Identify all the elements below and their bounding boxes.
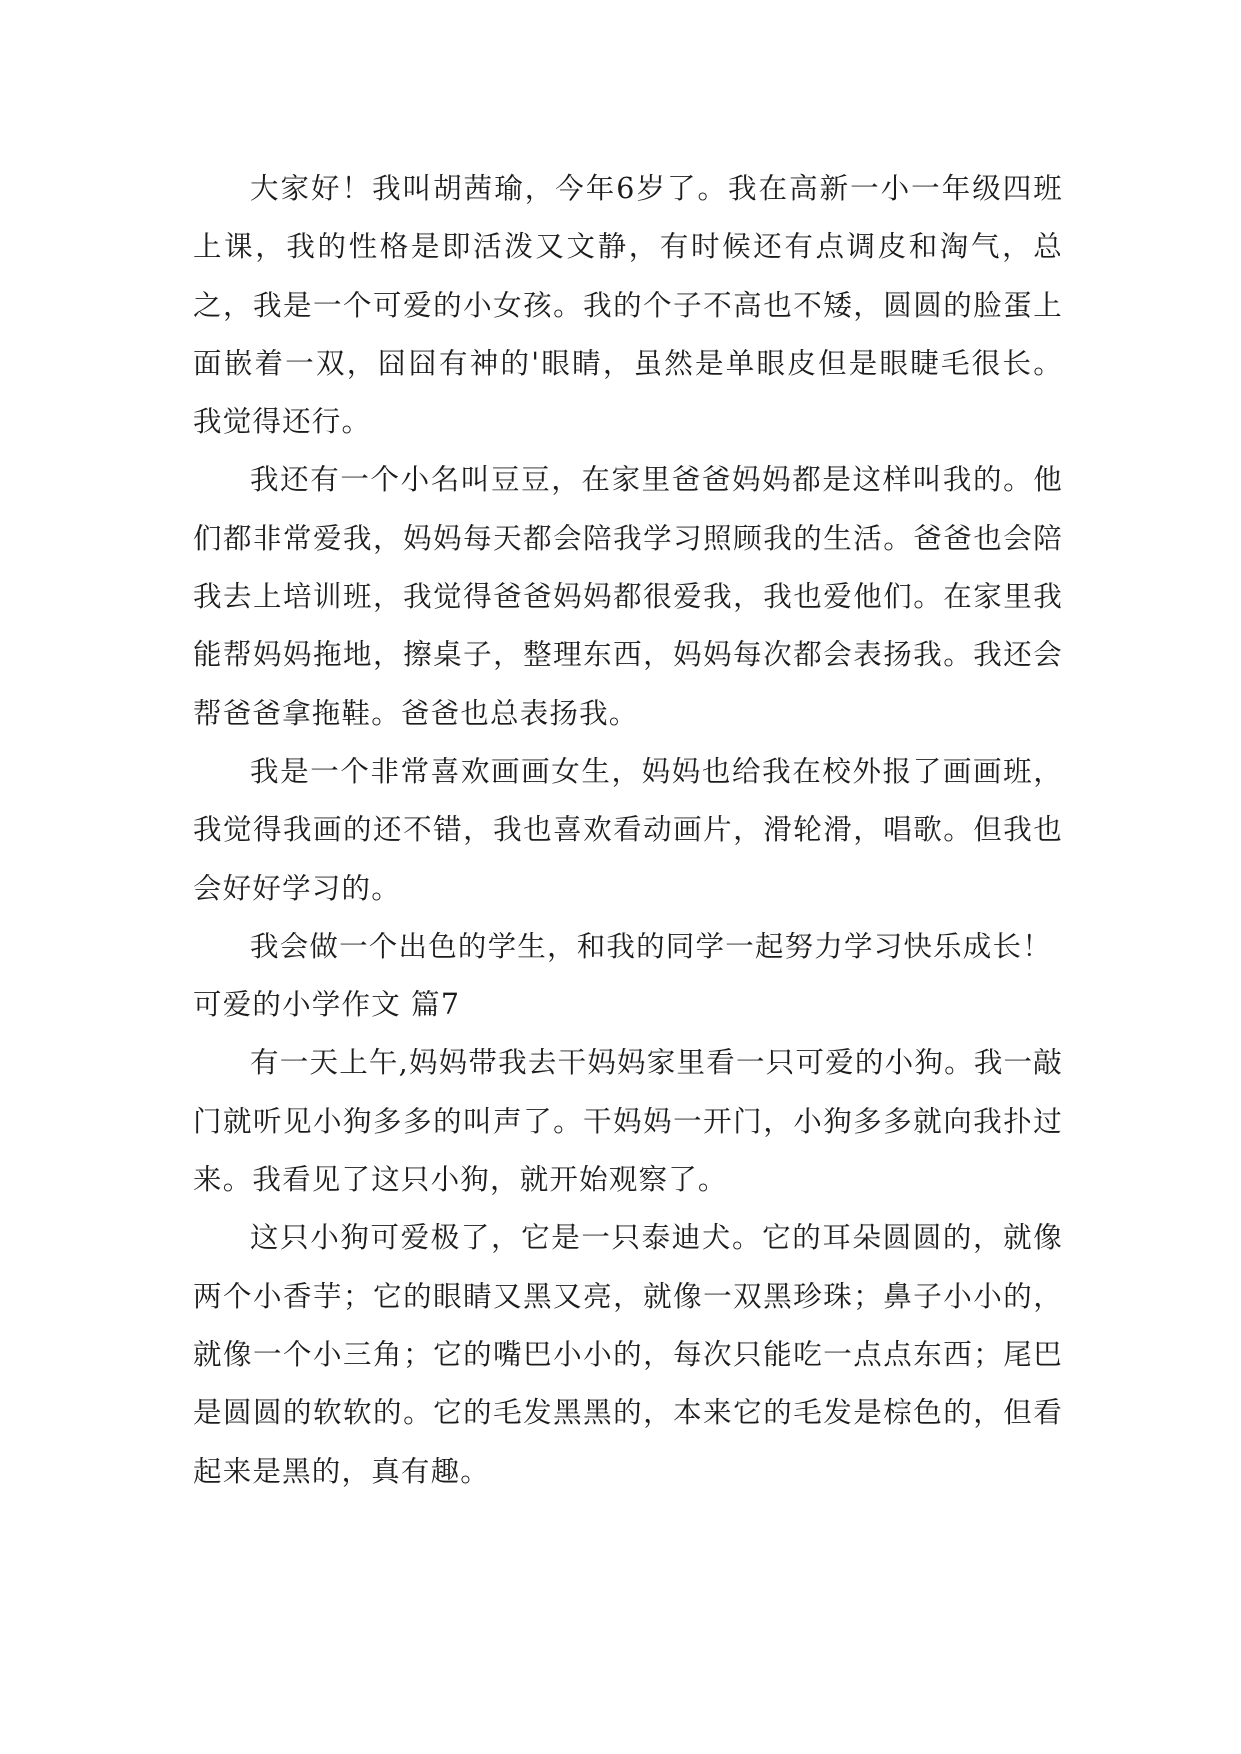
document-body [193,160,1063,1501]
paragraph-4: 我会做一个出色的学生，和我的同学一起努力学习快乐成长！ [250,929,1052,963]
paragraph-2: 我还有一个小名叫豆豆，在家里爸爸妈妈都是这样叫我的。他们都非常爱我，妈妈每天都会陪我学习照顾我的生活。爸爸也会陪我去上培训班，我觉得爸爸妈妈都很爱我，我也爱他们。在家里我能帮妈妈拖地，擦桌子，整理东西，妈妈每次都会表扬我。我还会帮爸爸拿拖鞋。爸爸也总表扬我。 [193,463,1063,730]
section-heading: 可爱的小学作文 篇7 [193,988,461,1022]
paragraph-1: 大家好！我叫胡茜瑜，今年6岁了。我在高新一小一年级四班上课，我的性格是即活泼又文静，有时候还有点调皮和淘气，总之，我是一个可爱的小女孩。我的个子不高也不矮，圆圆的脸蛋上面嵌着一双，囧囧有神的'眼睛，虽然是单眼皮但是眼睫毛很长。我觉得还行。 [193,172,1063,439]
paragraph-3: 我是一个非常喜欢画画女生，妈妈也给我在校外报了画画班，我觉得我画的还不错，我也喜欢看动画片，滑轮滑，唱歌。但我也会好好学习的。 [193,754,1063,905]
paragraph-6: 这只小狗可爱极了，它是一只泰迪犬。它的耳朵圆圆的，就像两个小香芋；它的眼睛又黑又亮，就像一双黑珍珠；鼻子小小的，就像一个小三角；它的嘴巴小小的，每次只能吃一点点东西；尾巴是圆圆的软软的。它的毛发黑黑的，本来它的毛发是棕色的，但看起来是黑的，真有趣。 [193,1221,1063,1488]
paragraph-5: 有一天上午,妈妈带我去干妈妈家里看一只可爱的小狗。我一敲门就听见小狗多多的叫声了。干妈妈一开门，小狗多多就向我扑过来。我看见了这只小狗，就开始观察了。 [193,1046,1063,1197]
